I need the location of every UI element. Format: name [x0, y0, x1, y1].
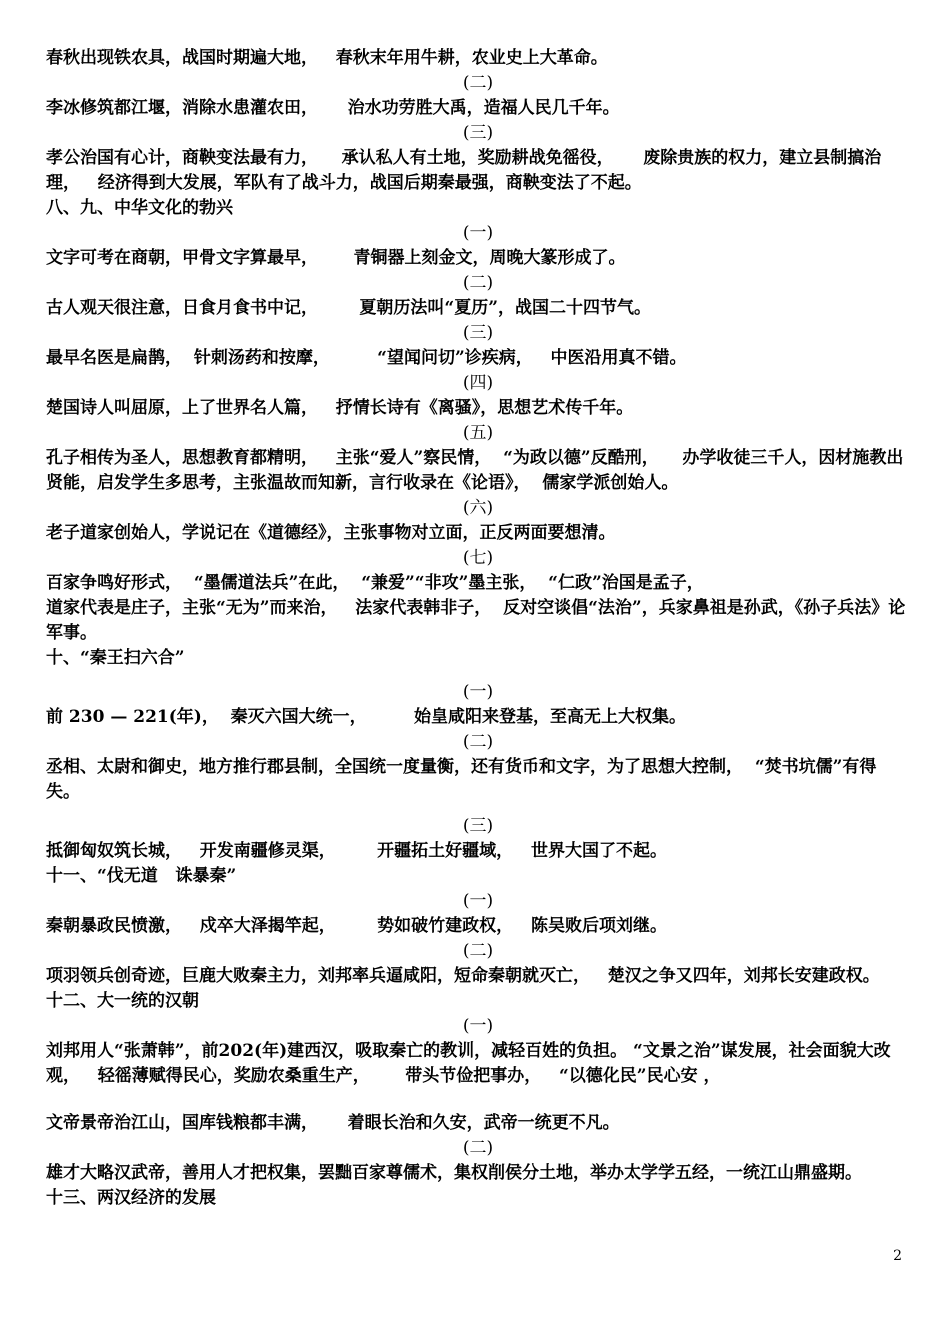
- section-marker: (七): [462, 548, 494, 568]
- paragraph: 李冰修筑都江堰，消除水患灌农田， 治水功劳胜大禹，造福人民几千年。: [46, 98, 620, 118]
- page-number: 2: [893, 1248, 902, 1264]
- paragraph: 百家争鸣好形式， “墨儒道法兵”在此， “兼爱”“非攻”墨主张， “仁政”治国是孟子，: [46, 573, 704, 593]
- paragraph: 孔子相传为圣人，思想教育都精明， 主张“爱人”察民情， “为政以德”反酷刑， 办学收徒三千人，因材施教出贤能，启发学生多思考，主张温故而知新，言行收录在《论语》， 儒家学派创始人。: [46, 448, 904, 493]
- chapter-heading: 十三、两汉经济的发展: [46, 1188, 216, 1208]
- paragraph: 春秋出现铁农具，战国时期遍大地， 春秋末年用牛耕，农业史上大革命。: [46, 48, 608, 68]
- section-marker: (二): [462, 1138, 494, 1158]
- section-marker: (一): [462, 682, 494, 702]
- paragraph: 孝公治国有心计，商鞅变法最有力， 承认私人有土地，奖励耕战免徭役， 废除贵族的权力，建立县制搞治理， 经济得到大发展，军队有了战斗力，战国后期秦最强，商鞅变法了不起。: [46, 148, 882, 193]
- section-marker: (三): [462, 123, 494, 143]
- paragraph: 楚国诗人叫屈原，上了世界名人篇， 抒情长诗有《离骚》，思想艺术传千年。: [46, 398, 634, 418]
- section-marker: (一): [462, 1016, 494, 1036]
- paragraph: 秦朝暴政民愤激， 戍卒大泽揭竿起， 势如破竹建政权， 陈吴败后项刘继。: [46, 916, 667, 936]
- paragraph: 道家代表是庄子，主张“无为”而来治， 法家代表韩非子， 反对空谈倡“法治”，兵家鼻祖是孙武，《孙子兵法》论军事。: [46, 598, 906, 643]
- paragraph: 丞相、太尉和御史，地方推行郡县制，全国统一度量衡，还有货币和文字，为了思想大控制， “焚书坑儒”有得失。: [46, 757, 877, 802]
- section-marker: (三): [462, 323, 494, 343]
- paragraph: 文字可考在商朝，甲骨文字算最早， 青铜器上刻金文，周晚大篆形成了。: [46, 248, 626, 268]
- paragraph: 文帝景帝治江山，国库钱粮都丰满， 着眼长治和久安，武帝一统更不凡。: [46, 1113, 620, 1133]
- paragraph: 前 230 — 221(年)， 秦灭六国大统一， 始皇咸阳来登基，至高无上大权集。: [46, 707, 686, 727]
- section-marker: (三): [462, 816, 494, 836]
- document-body: [46, 46, 910, 1211]
- chapter-heading: 十二、大一统的汉朝: [46, 991, 199, 1011]
- chapter-heading: 十、“秦王扫六合”: [46, 648, 185, 668]
- chapter-heading: 八、九、中华文化的勃兴: [46, 198, 233, 218]
- paragraph: 老子道家创始人，学说记在《道德经》，主张事物对立面，正反两面要想清。: [46, 523, 616, 543]
- section-marker: (二): [462, 941, 494, 961]
- paragraph: 抵御匈奴筑长城， 开发南疆修灵渠， 开疆拓土好疆域， 世界大国了不起。: [46, 841, 667, 861]
- paragraph: 最早名医是扁鹊， 针刺汤药和按摩， “望闻问切”诊疾病， 中医沿用真不错。: [46, 348, 687, 368]
- paragraph: 古人观天很注意，日食月食书中记， 夏朝历法叫“夏历”，战国二十四节气。: [46, 298, 651, 318]
- section-marker: (二): [462, 73, 494, 93]
- paragraph: 刘邦用人“张萧韩”，前202(年)建西汉，吸取秦亡的教训，减轻百姓的负担。 “文景之治”谋发展，社会面貌大改观， 轻徭薄赋得民心，奖励农桑重生产， 带头节俭把事办， “以德化民”民心安 ，: [46, 1041, 891, 1086]
- paragraph: 项羽领兵创奇迹，巨鹿大败秦主力，刘邦率兵逼咸阳，短命秦朝就灭亡， 楚汉之争又四年，刘邦长安建政权。: [46, 966, 880, 986]
- section-marker: (五): [462, 423, 494, 443]
- section-marker: (二): [462, 732, 494, 752]
- paragraph: 雄才大略汉武帝，善用人才把权集，罢黜百家尊儒术，集权削侯分土地，举办太学学五经，一统江山鼎盛期。: [46, 1163, 862, 1183]
- section-marker: (一): [462, 891, 494, 911]
- section-marker: (六): [462, 498, 494, 518]
- section-marker: (一): [462, 223, 494, 243]
- section-marker: (四): [462, 373, 494, 393]
- chapter-heading: 十一、“伐无道 诛暴秦”: [46, 866, 237, 886]
- section-marker: (二): [462, 273, 494, 293]
